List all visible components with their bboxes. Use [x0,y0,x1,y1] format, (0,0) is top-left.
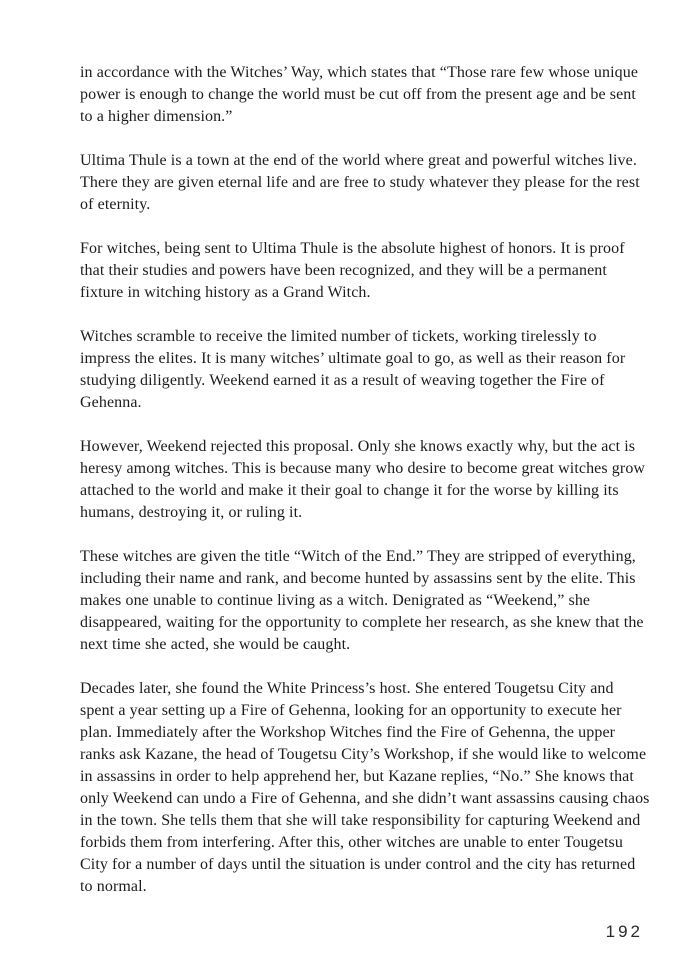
paragraph: These witches are given the title “Witch of the End.” They are stripped of everything, including their name and rank, and become hunted by assassins sent by the elite. This makes one unable to continue living as a witch. Denigrated as “Weekend,” she disappeared, waiting for the opportunity to complete her research, as she knew that the next time she acted, she would be caught. [80,548,644,653]
paragraph: Witches scramble to receive the limited number of tickets, working tirelessly to impress the elites. It is many witches’ ultimate goal to go, as well as their reason for studying diligently. Weekend earned it as a result of weaving together the Fire of Gehenna. [80,328,626,411]
text-block [80,62,650,920]
paragraph: Decades later, she found the White Princess’s host. She entered Tougetsu City and spent a year setting up a Fire of Gehenna, looking for an opportunity to execute her plan. Immediately after the Workshop Witches find the Fire of Gehenna, the upper ranks ask Kazane, the head of Tougetsu City’s Workshop, if she would like to welcome in assassins in order to help apprehend her, but Kazane replies, “No.” She knows that only Weekend can undo a Fire of Gehenna, and she didn’t want assassins causing chaos in the town. She tells them that she will take responsibility for capturing Weekend and forbids them from interfering. After this, other witches are unable to enter Tougetsu City for a number of days until the situation is under control and the city has returned to normal. [80,680,650,895]
page-number: 192 [605,922,643,941]
paragraph: in accordance with the Witches’ Way, which states that “Those rare few whose unique power is enough to change the world must be cut off from the present age and be sent to a higher dimension.” [80,64,639,125]
paragraph: For witches, being sent to Ultima Thule is the absolute highest of honors. It is proof that their studies and powers have been recognized, and they will be a permanent fixture in witching history as a Grand Witch. [80,240,625,301]
paragraph: However, Weekend rejected this proposal. Only she knows exactly why, but the act is heresy among witches. This is because many who desire to become great witches grow attached to the world and make it their goal to change it for the worse by killing its humans, destroying it, or ruling it. [80,438,646,521]
paragraph: Ultima Thule is a town at the end of the world where great and powerful witches live. There they are given eternal life and are free to study whatever they please for the rest of eternity. [80,152,640,213]
